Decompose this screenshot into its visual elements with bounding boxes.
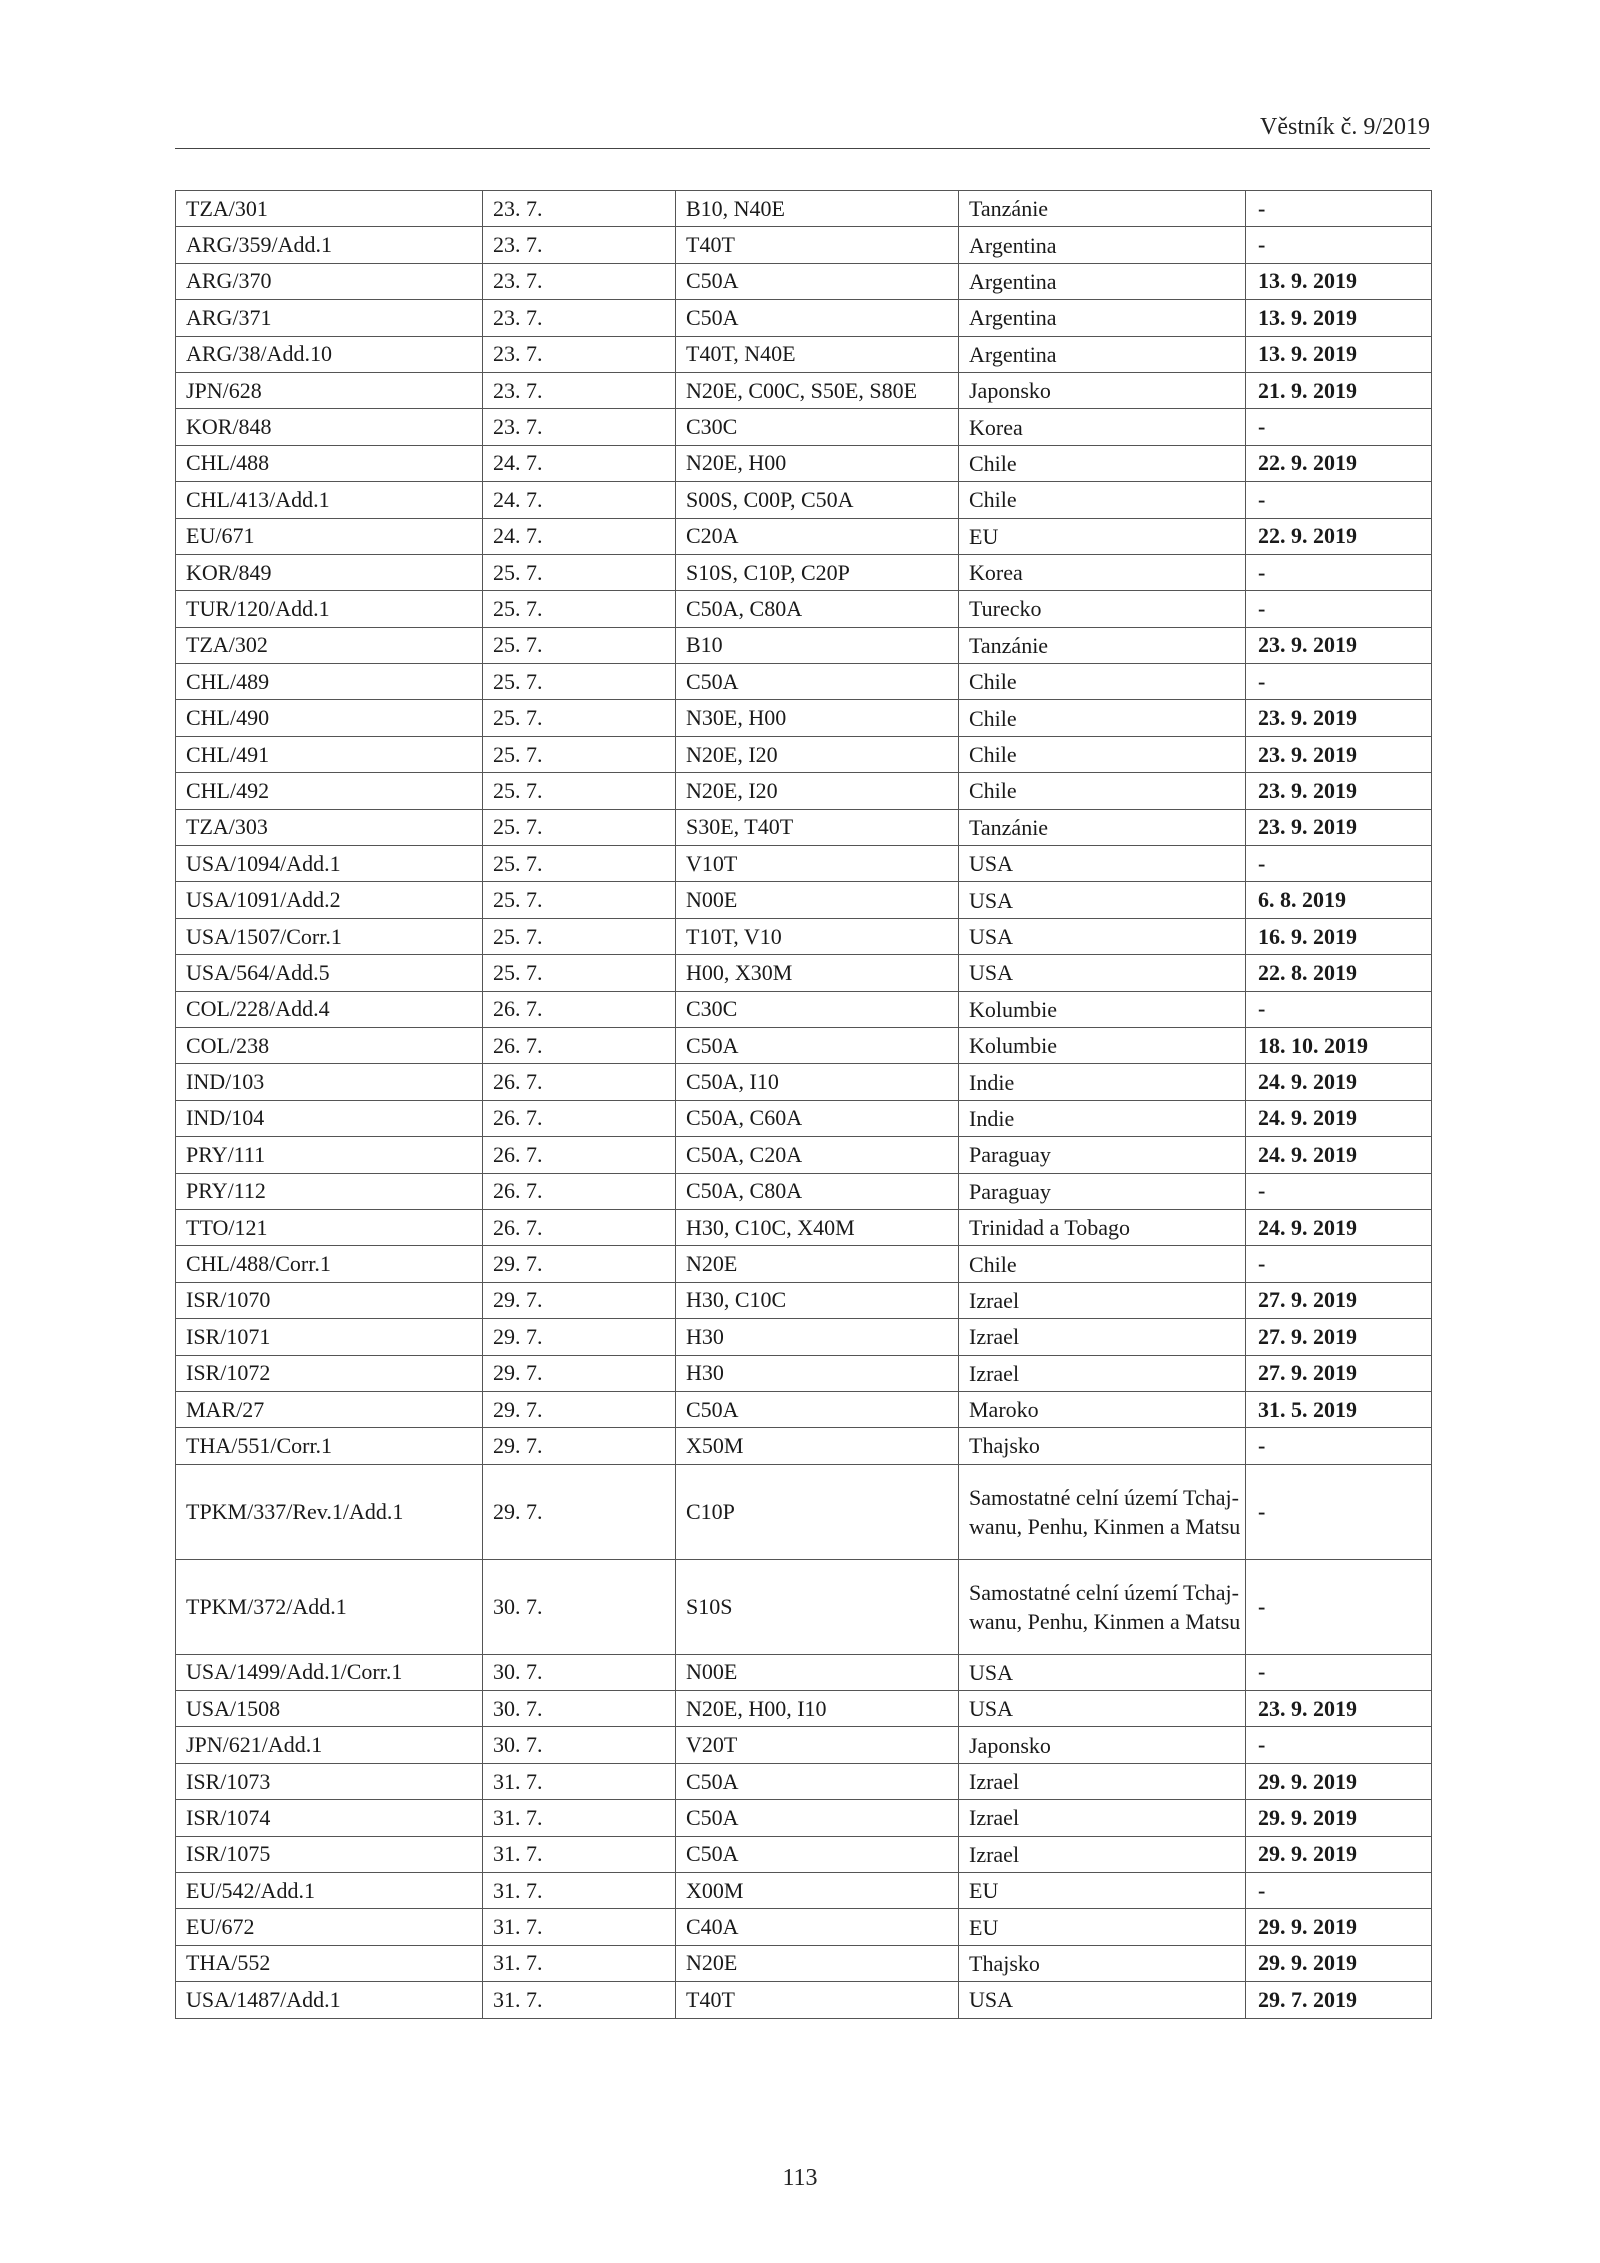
date-cell: 25. 7. [483, 773, 676, 809]
product-code-cell: N30E, H00 [676, 700, 959, 736]
deadline-cell: 23. 9. 2019 [1246, 627, 1432, 663]
deadline-cell: 29. 7. 2019 [1246, 1982, 1432, 2018]
product-code-cell: C50A [676, 1027, 959, 1063]
country-cell: Chile [959, 664, 1246, 700]
document-code-cell: JPN/621/Add.1 [176, 1727, 483, 1763]
table-row [176, 918, 1432, 954]
document-code-cell: COL/228/Add.4 [176, 991, 483, 1027]
country-cell: EU [959, 1873, 1246, 1909]
document-code-cell: USA/1507/Corr.1 [176, 918, 483, 954]
product-code-cell: C50A, C60A [676, 1100, 959, 1136]
country-cell: Korea [959, 409, 1246, 445]
table-row [176, 1137, 1432, 1173]
date-cell: 29. 7. [483, 1464, 676, 1559]
table-body [176, 191, 1432, 2019]
deadline-cell: 23. 9. 2019 [1246, 809, 1432, 845]
table-row [176, 736, 1432, 772]
table-row [176, 263, 1432, 299]
date-cell: 24. 7. [483, 482, 676, 518]
document-code-cell: ISR/1071 [176, 1319, 483, 1355]
country-cell: Indie [959, 1100, 1246, 1136]
document-code-cell: CHL/488/Corr.1 [176, 1246, 483, 1282]
country-cell: USA [959, 1654, 1246, 1690]
date-cell: 26. 7. [483, 1027, 676, 1063]
product-code-cell: C30C [676, 409, 959, 445]
date-cell: 29. 7. [483, 1319, 676, 1355]
deadline-cell: 13. 9. 2019 [1246, 263, 1432, 299]
deadline-cell: 29. 9. 2019 [1246, 1763, 1432, 1799]
table-row [176, 882, 1432, 918]
document-code-cell: ARG/371 [176, 300, 483, 336]
country-cell: Kolumbie [959, 1027, 1246, 1063]
product-code-cell: C50A [676, 1391, 959, 1427]
deadline-cell: - [1246, 591, 1432, 627]
deadline-cell: 31. 5. 2019 [1246, 1391, 1432, 1427]
product-code-cell: X00M [676, 1873, 959, 1909]
date-cell: 31. 7. [483, 1982, 676, 2018]
deadline-cell: 23. 9. 2019 [1246, 736, 1432, 772]
deadline-cell: - [1246, 1428, 1432, 1464]
date-cell: 31. 7. [483, 1836, 676, 1872]
product-code-cell: C50A, C20A [676, 1137, 959, 1173]
product-code-cell: S00S, C00P, C50A [676, 482, 959, 518]
table-row [176, 1100, 1432, 1136]
deadline-cell: 24. 9. 2019 [1246, 1064, 1432, 1100]
document-code-cell: KOR/848 [176, 409, 483, 445]
product-code-cell: C50A, C80A [676, 1173, 959, 1209]
document-code-cell: PRY/112 [176, 1173, 483, 1209]
deadline-cell: 27. 9. 2019 [1246, 1319, 1432, 1355]
table-row [176, 955, 1432, 991]
table-row [176, 1391, 1432, 1427]
country-cell: Izrael [959, 1319, 1246, 1355]
product-code-cell: B10, N40E [676, 191, 959, 227]
country-cell: Chile [959, 700, 1246, 736]
table-row [176, 1836, 1432, 1872]
table-row [176, 554, 1432, 590]
table-row [176, 518, 1432, 554]
date-cell: 23. 7. [483, 409, 676, 445]
date-cell: 31. 7. [483, 1909, 676, 1945]
product-code-cell: V10T [676, 846, 959, 882]
country-cell: Chile [959, 445, 1246, 481]
deadline-cell: - [1246, 1246, 1432, 1282]
document-code-cell: TZA/303 [176, 809, 483, 845]
product-code-cell: C50A [676, 300, 959, 336]
country-cell: Argentina [959, 300, 1246, 336]
document-code-cell: USA/1499/Add.1/Corr.1 [176, 1654, 483, 1690]
date-cell: 31. 7. [483, 1945, 676, 1981]
deadline-cell: 13. 9. 2019 [1246, 336, 1432, 372]
product-code-cell: C20A [676, 518, 959, 554]
document-code-cell: PRY/111 [176, 1137, 483, 1173]
document-code-cell: EU/671 [176, 518, 483, 554]
table-row [176, 664, 1432, 700]
product-code-cell: C40A [676, 1909, 959, 1945]
table-row [176, 445, 1432, 481]
product-code-cell: C50A [676, 263, 959, 299]
deadline-cell: 24. 9. 2019 [1246, 1100, 1432, 1136]
deadline-cell: 29. 9. 2019 [1246, 1909, 1432, 1945]
date-cell: 26. 7. [483, 1137, 676, 1173]
date-cell: 25. 7. [483, 736, 676, 772]
table-row [176, 482, 1432, 518]
country-cell: USA [959, 955, 1246, 991]
table-row [176, 1909, 1432, 1945]
notifications-table [175, 190, 1432, 2019]
country-cell: Izrael [959, 1282, 1246, 1318]
date-cell: 26. 7. [483, 1209, 676, 1245]
date-cell: 30. 7. [483, 1654, 676, 1690]
date-cell: 30. 7. [483, 1727, 676, 1763]
date-cell: 23. 7. [483, 336, 676, 372]
product-code-cell: S10S [676, 1559, 959, 1654]
country-cell: Paraguay [959, 1173, 1246, 1209]
document-code-cell: CHL/488 [176, 445, 483, 481]
country-cell: Argentina [959, 263, 1246, 299]
date-cell: 30. 7. [483, 1691, 676, 1727]
table-row [176, 591, 1432, 627]
document-code-cell: ARG/38/Add.10 [176, 336, 483, 372]
deadline-cell: - [1246, 1654, 1432, 1690]
deadline-cell: - [1246, 191, 1432, 227]
deadline-cell: - [1246, 1464, 1432, 1559]
country-cell: Maroko [959, 1391, 1246, 1427]
table-row [176, 409, 1432, 445]
table-row [176, 627, 1432, 663]
country-cell: Izrael [959, 1355, 1246, 1391]
table-row [176, 1064, 1432, 1100]
country-cell: Samostatné celní území Tchaj-wanu, Penhu, Kinmen a Matsu [959, 1559, 1246, 1654]
product-code-cell: B10 [676, 627, 959, 663]
deadline-cell: 13. 9. 2019 [1246, 300, 1432, 336]
page-header [175, 112, 1430, 149]
date-cell: 25. 7. [483, 627, 676, 663]
date-cell: 24. 7. [483, 518, 676, 554]
product-code-cell: N20E [676, 1945, 959, 1981]
product-code-cell: S30E, T40T [676, 809, 959, 845]
document-code-cell: TPKM/372/Add.1 [176, 1559, 483, 1654]
table-row [176, 991, 1432, 1027]
deadline-cell: - [1246, 409, 1432, 445]
country-cell: Turecko [959, 591, 1246, 627]
product-code-cell: N20E, H00 [676, 445, 959, 481]
table-row [176, 1982, 1432, 2018]
document-code-cell: EU/672 [176, 1909, 483, 1945]
date-cell: 25. 7. [483, 591, 676, 627]
date-cell: 25. 7. [483, 882, 676, 918]
deadline-cell: 18. 10. 2019 [1246, 1027, 1432, 1063]
table-row [176, 1246, 1432, 1282]
country-cell: Thajsko [959, 1945, 1246, 1981]
table-row [176, 191, 1432, 227]
deadline-cell: - [1246, 664, 1432, 700]
table-row [176, 1355, 1432, 1391]
date-cell: 29. 7. [483, 1391, 676, 1427]
deadline-cell: 22. 9. 2019 [1246, 518, 1432, 554]
document-code-cell: ISR/1072 [176, 1355, 483, 1391]
document-code-cell: CHL/490 [176, 700, 483, 736]
document-code-cell: THA/551/Corr.1 [176, 1428, 483, 1464]
date-cell: 26. 7. [483, 1173, 676, 1209]
document-code-cell: KOR/849 [176, 554, 483, 590]
deadline-cell: - [1246, 482, 1432, 518]
document-code-cell: COL/238 [176, 1027, 483, 1063]
deadline-cell: 6. 8. 2019 [1246, 882, 1432, 918]
deadline-cell: 27. 9. 2019 [1246, 1282, 1432, 1318]
deadline-cell: 29. 9. 2019 [1246, 1836, 1432, 1872]
date-cell: 26. 7. [483, 1100, 676, 1136]
product-code-cell: N20E, I20 [676, 773, 959, 809]
date-cell: 23. 7. [483, 263, 676, 299]
product-code-cell: H30 [676, 1355, 959, 1391]
journal-title: Věstník č. 9/2019 [1260, 114, 1430, 140]
country-cell: Izrael [959, 1836, 1246, 1872]
country-cell: USA [959, 846, 1246, 882]
date-cell: 31. 7. [483, 1800, 676, 1836]
document-code-cell: MAR/27 [176, 1391, 483, 1427]
document-code-cell: ISR/1070 [176, 1282, 483, 1318]
country-cell: Chile [959, 773, 1246, 809]
product-code-cell: C50A [676, 1836, 959, 1872]
document-code-cell: IND/103 [176, 1064, 483, 1100]
document-code-cell: JPN/628 [176, 372, 483, 408]
deadline-cell: - [1246, 1873, 1432, 1909]
product-code-cell: C50A, I10 [676, 1064, 959, 1100]
date-cell: 29. 7. [483, 1355, 676, 1391]
product-code-cell: N00E [676, 882, 959, 918]
country-cell: EU [959, 1909, 1246, 1945]
document-code-cell: ISR/1074 [176, 1800, 483, 1836]
product-code-cell: C50A, C80A [676, 591, 959, 627]
country-cell: Trinidad a Tobago [959, 1209, 1246, 1245]
table-row [176, 1691, 1432, 1727]
country-cell: EU [959, 518, 1246, 554]
table-row [176, 1319, 1432, 1355]
page-number: 113 [782, 2165, 818, 2191]
product-code-cell: N20E, I20 [676, 736, 959, 772]
date-cell: 23. 7. [483, 300, 676, 336]
date-cell: 24. 7. [483, 445, 676, 481]
product-code-cell: H30 [676, 1319, 959, 1355]
country-cell: Tanzánie [959, 191, 1246, 227]
table-row [176, 1559, 1432, 1654]
date-cell: 23. 7. [483, 372, 676, 408]
country-cell: USA [959, 1982, 1246, 2018]
product-code-cell: C50A [676, 1763, 959, 1799]
deadline-cell: 22. 8. 2019 [1246, 955, 1432, 991]
deadline-cell: 24. 9. 2019 [1246, 1137, 1432, 1173]
document-code-cell: TUR/120/Add.1 [176, 591, 483, 627]
document-code-cell: ARG/370 [176, 263, 483, 299]
document-code-cell: TTO/121 [176, 1209, 483, 1245]
deadline-cell: - [1246, 1727, 1432, 1763]
document-code-cell: TZA/301 [176, 191, 483, 227]
table-row [176, 1945, 1432, 1981]
deadline-cell: - [1246, 227, 1432, 263]
country-cell: Thajsko [959, 1428, 1246, 1464]
document-code-cell: TPKM/337/Rev.1/Add.1 [176, 1464, 483, 1559]
table-row [176, 1763, 1432, 1799]
table-row [176, 300, 1432, 336]
deadline-cell: 27. 9. 2019 [1246, 1355, 1432, 1391]
document-code-cell: USA/1094/Add.1 [176, 846, 483, 882]
date-cell: 25. 7. [483, 664, 676, 700]
country-cell: Kolumbie [959, 991, 1246, 1027]
country-cell: Indie [959, 1064, 1246, 1100]
date-cell: 25. 7. [483, 846, 676, 882]
product-code-cell: T40T, N40E [676, 336, 959, 372]
country-cell: Argentina [959, 227, 1246, 263]
deadline-cell: 29. 9. 2019 [1246, 1800, 1432, 1836]
date-cell: 25. 7. [483, 955, 676, 991]
document-code-cell: USA/564/Add.5 [176, 955, 483, 991]
product-code-cell: N20E, H00, I10 [676, 1691, 959, 1727]
table-row [176, 1173, 1432, 1209]
country-cell: Tanzánie [959, 627, 1246, 663]
document-code-cell: CHL/489 [176, 664, 483, 700]
date-cell: 25. 7. [483, 918, 676, 954]
deadline-cell: - [1246, 1173, 1432, 1209]
date-cell: 23. 7. [483, 191, 676, 227]
table-row [176, 1654, 1432, 1690]
document-code-cell: THA/552 [176, 1945, 483, 1981]
deadline-cell: - [1246, 1559, 1432, 1654]
document-code-cell: IND/104 [176, 1100, 483, 1136]
table-row [176, 846, 1432, 882]
date-cell: 29. 7. [483, 1246, 676, 1282]
country-cell: USA [959, 918, 1246, 954]
table-row [176, 372, 1432, 408]
document-code-cell: USA/1091/Add.2 [176, 882, 483, 918]
date-cell: 26. 7. [483, 991, 676, 1027]
deadline-cell: - [1246, 554, 1432, 590]
table-row [176, 336, 1432, 372]
product-code-cell: C50A [676, 1800, 959, 1836]
date-cell: 25. 7. [483, 809, 676, 845]
deadline-cell: 29. 9. 2019 [1246, 1945, 1432, 1981]
country-cell: Izrael [959, 1800, 1246, 1836]
product-code-cell: C30C [676, 991, 959, 1027]
product-code-cell: H00, X30M [676, 955, 959, 991]
date-cell: 23. 7. [483, 227, 676, 263]
product-code-cell: V20T [676, 1727, 959, 1763]
table-row [176, 1727, 1432, 1763]
table-row [176, 700, 1432, 736]
country-cell: Korea [959, 554, 1246, 590]
deadline-cell: 23. 9. 2019 [1246, 1691, 1432, 1727]
deadline-cell: 16. 9. 2019 [1246, 918, 1432, 954]
date-cell: 29. 7. [483, 1282, 676, 1318]
document-code-cell: ISR/1075 [176, 1836, 483, 1872]
date-cell: 30. 7. [483, 1559, 676, 1654]
date-cell: 31. 7. [483, 1873, 676, 1909]
product-code-cell: N00E [676, 1654, 959, 1690]
deadline-cell: 22. 9. 2019 [1246, 445, 1432, 481]
country-cell: Chile [959, 736, 1246, 772]
table-row [176, 773, 1432, 809]
deadline-cell: - [1246, 991, 1432, 1027]
document-code-cell: TZA/302 [176, 627, 483, 663]
country-cell: Argentina [959, 336, 1246, 372]
product-code-cell: T40T [676, 1982, 959, 2018]
table-row [176, 809, 1432, 845]
table-row [176, 1873, 1432, 1909]
deadline-cell: - [1246, 846, 1432, 882]
document-code-cell: ISR/1073 [176, 1763, 483, 1799]
document-code-cell: CHL/413/Add.1 [176, 482, 483, 518]
deadline-cell: 24. 9. 2019 [1246, 1209, 1432, 1245]
country-cell: USA [959, 1691, 1246, 1727]
date-cell: 26. 7. [483, 1064, 676, 1100]
product-code-cell: C10P [676, 1464, 959, 1559]
country-cell: Chile [959, 482, 1246, 518]
table-row [176, 1464, 1432, 1559]
deadline-cell: 23. 9. 2019 [1246, 773, 1432, 809]
document-code-cell: CHL/492 [176, 773, 483, 809]
table-row [176, 1282, 1432, 1318]
document-code-cell: USA/1508 [176, 1691, 483, 1727]
country-cell: Tanzánie [959, 809, 1246, 845]
date-cell: 25. 7. [483, 554, 676, 590]
country-cell: Japonsko [959, 372, 1246, 408]
country-cell: Chile [959, 1246, 1246, 1282]
date-cell: 31. 7. [483, 1763, 676, 1799]
product-code-cell: N20E [676, 1246, 959, 1282]
product-code-cell: T10T, V10 [676, 918, 959, 954]
date-cell: 29. 7. [483, 1428, 676, 1464]
country-cell: Samostatné celní území Tchaj-wanu, Penhu, Kinmen a Matsu [959, 1464, 1246, 1559]
table-row [176, 227, 1432, 263]
document-code-cell: CHL/491 [176, 736, 483, 772]
product-code-cell: C50A [676, 664, 959, 700]
document-code-cell: EU/542/Add.1 [176, 1873, 483, 1909]
table-row [176, 1027, 1432, 1063]
date-cell: 25. 7. [483, 700, 676, 736]
product-code-cell: H30, C10C [676, 1282, 959, 1318]
product-code-cell: H30, C10C, X40M [676, 1209, 959, 1245]
product-code-cell: S10S, C10P, C20P [676, 554, 959, 590]
document-code-cell: USA/1487/Add.1 [176, 1982, 483, 2018]
table-row [176, 1209, 1432, 1245]
document-code-cell: ARG/359/Add.1 [176, 227, 483, 263]
country-cell: Paraguay [959, 1137, 1246, 1173]
product-code-cell: N20E, C00C, S50E, S80E [676, 372, 959, 408]
deadline-cell: 21. 9. 2019 [1246, 372, 1432, 408]
country-cell: Izrael [959, 1763, 1246, 1799]
country-cell: Japonsko [959, 1727, 1246, 1763]
product-code-cell: T40T [676, 227, 959, 263]
product-code-cell: X50M [676, 1428, 959, 1464]
table-row [176, 1428, 1432, 1464]
deadline-cell: 23. 9. 2019 [1246, 700, 1432, 736]
table-row [176, 1800, 1432, 1836]
country-cell: USA [959, 882, 1246, 918]
